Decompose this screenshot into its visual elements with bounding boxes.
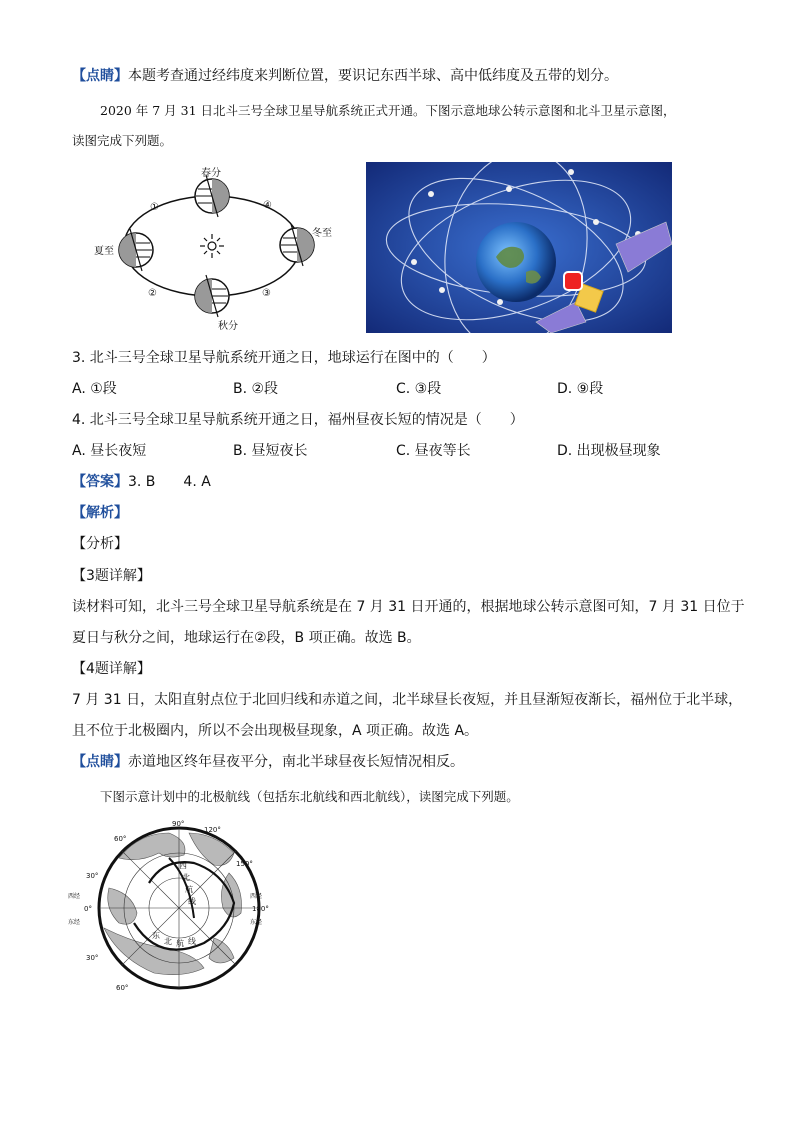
route-char-5: 东	[152, 931, 160, 940]
lon-180: 180°	[252, 905, 269, 913]
q3-option-a: A. ①段	[72, 381, 117, 397]
route-char-4: 线	[188, 897, 196, 906]
q4-stem: 4. 北斗三号全球卫星导航系统开通之日，福州昼夜长短的情况是（ ）	[72, 412, 524, 428]
earth-spring-icon	[195, 175, 229, 217]
q3-option-c: C. ③段	[396, 381, 442, 397]
label-west-right: 西经	[250, 893, 263, 900]
earth-winter-icon	[280, 224, 314, 266]
detail3-tag: 【3题详解】	[72, 568, 151, 584]
route-char-8: 线	[188, 937, 196, 946]
detail4-line1: 7 月 31 日，太阳直射点位于北回归线和赤道之间，北半球昼长夜短，并且昼渐短夜渐长，福州位于北半球，	[72, 692, 743, 708]
earth-autumn-icon	[195, 275, 229, 317]
intro1-line1: 2020 年 7 月 31 日北斗三号全球卫星导航系统正式开通。下图示意地球公转示意图和北斗卫星示意图，	[100, 103, 676, 118]
route-char-3: 航	[185, 885, 193, 894]
detail3-line2: 夏日与秋分之间，地球运行在②段，B 项正确。故选 B。	[72, 630, 421, 646]
sun-icon	[200, 234, 224, 258]
answer-tag: 【答案】	[72, 474, 128, 490]
q3-stem: 3. 北斗三号全球卫星导航系统开通之日，地球运行在图中的（ ）	[72, 350, 496, 366]
arctic-route-map	[64, 818, 274, 998]
note2-paragraph	[72, 752, 464, 772]
segment-4-label: ④	[263, 200, 272, 211]
segment-1-label: ①	[150, 202, 159, 213]
route-char-6: 北	[164, 937, 172, 946]
detail4-line2: 且不位于北极圈内，所以不会出现极昼现象，A 项正确。故选 A。	[72, 723, 479, 739]
segment-2-label: ②	[148, 288, 157, 299]
fenxi-tag: 【分析】	[72, 536, 128, 552]
label-east-right: 东经	[250, 919, 263, 926]
label-winter: 冬至	[312, 228, 332, 239]
detail3-line1: 读材料可知，北斗三号全球卫星导航系统是在 7 月 31 日开通的，根据地球公转示意图可知，7 月 31 日位于	[72, 599, 745, 615]
earth-summer-icon	[119, 229, 153, 271]
q3-option-d: D. ⑨段	[557, 381, 604, 397]
lon-0: 0°	[84, 905, 92, 913]
lon-90: 90°	[172, 820, 185, 828]
lon-120: 120°	[204, 826, 221, 834]
q4-option-d: D. 出现极昼现象	[557, 443, 661, 459]
note1-tag: 【点睛】	[72, 68, 128, 84]
q3-option-b: B. ②段	[233, 381, 279, 397]
lon-60-top: 60°	[114, 835, 127, 843]
note1-text: 本题考查通过经纬度来判断位置，要识记东西半球、高中低纬度及五带的划分。	[128, 68, 618, 84]
note1-paragraph	[72, 66, 618, 86]
route-char-7: 航	[176, 939, 184, 948]
label-summer: 夏至	[94, 246, 114, 257]
q4-option-b: B. 昼短夜长	[233, 443, 308, 459]
label-east-left: 东经	[68, 919, 81, 926]
detail4-tag: 【4题详解】	[72, 661, 151, 677]
segment-3-label: ③	[262, 288, 271, 299]
answer-line	[72, 472, 211, 492]
graticule	[99, 828, 259, 988]
label-autumn: 秋分	[218, 321, 238, 332]
q4-option-c: C. 昼夜等长	[396, 443, 471, 459]
intro1-line2: 读图完成下列题。	[72, 133, 173, 148]
lon-30-bottom: 30°	[86, 954, 99, 962]
lon-30-top: 30°	[86, 872, 99, 880]
lon-60-bottom: 60°	[116, 984, 129, 992]
route-char-2: 北	[182, 873, 190, 882]
analysis-tag: 【解析】	[72, 505, 128, 521]
beidou-satellite-image	[366, 162, 672, 333]
q4-option-a: A. 昼长夜短	[72, 443, 147, 459]
label-west-left: 西经	[68, 893, 81, 900]
note2-text: 赤道地区终年昼夜平分，南北半球昼夜长短情况相反。	[128, 754, 464, 770]
note2-tag: 【点睛】	[72, 754, 128, 770]
route-char-1: 西	[179, 861, 187, 870]
intro2-line: 下图示意计划中的北极航线（包括东北航线和西北航线），读图完成下列题。	[100, 789, 519, 804]
label-spring: 春分	[201, 168, 221, 179]
answer-text: 3. B 4. A	[128, 474, 211, 490]
lon-150: 150°	[236, 860, 253, 868]
earth-orbit-diagram	[88, 162, 338, 332]
